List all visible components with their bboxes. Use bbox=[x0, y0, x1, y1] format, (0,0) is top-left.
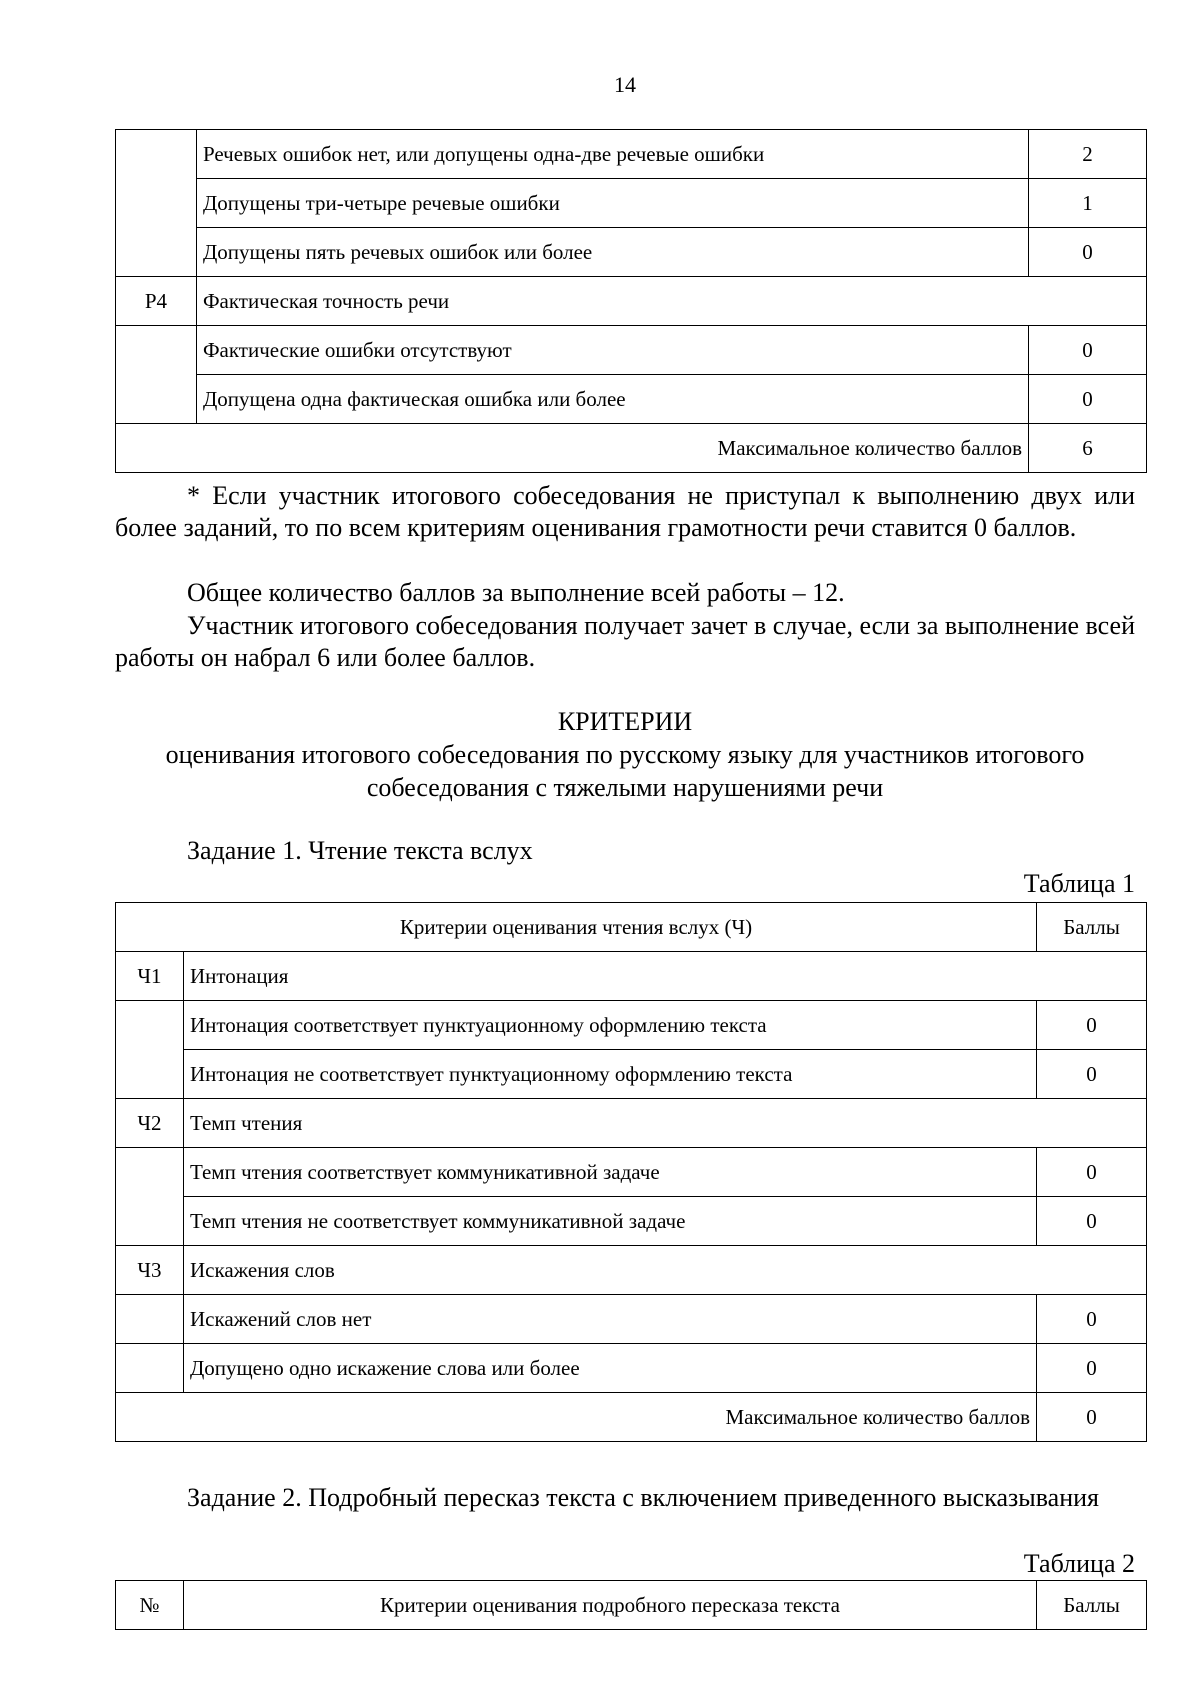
empty-code-cell bbox=[116, 1148, 184, 1246]
table-row bbox=[116, 952, 1147, 1001]
empty-code-cell bbox=[116, 1344, 184, 1393]
empty-code-cell bbox=[116, 1295, 184, 1344]
criteria-heading: КРИТЕРИИ bbox=[557, 707, 693, 736]
criterion-text: Допущено одно искажение слова или более bbox=[183, 1344, 1036, 1393]
task1-title: Задание 1. Чтение текста вслух bbox=[187, 836, 533, 865]
criterion-points: 0 bbox=[1037, 1197, 1147, 1246]
criterion-code: Р4 bbox=[116, 277, 197, 326]
table-row bbox=[116, 375, 1147, 424]
total-score-paragraph: Общее количество баллов за выполнение всей работы – 12. bbox=[187, 578, 845, 607]
criterion-text: Искажений слов нет bbox=[183, 1295, 1036, 1344]
criterion-points: 0 bbox=[1029, 326, 1147, 375]
table-row bbox=[116, 1001, 1147, 1050]
page-number: 14 bbox=[614, 72, 636, 97]
criterion-text: Темп чтения не соответствует коммуникативной задаче bbox=[183, 1197, 1036, 1246]
table-row bbox=[116, 130, 1147, 179]
criteria-subtitle-line2: собеседования с тяжелыми нарушениями речи bbox=[366, 773, 884, 802]
pass-paragraph: Участник итогового собеседования получает зачет в случае, если за выполнение всей работы он набрал 6 или более баллов. bbox=[115, 611, 1135, 672]
table-row bbox=[116, 1393, 1147, 1442]
criterion-title: Фактическая точность речи bbox=[196, 277, 1146, 326]
retelling-criteria-table bbox=[115, 1580, 1147, 1630]
speech-literacy-table bbox=[115, 129, 1147, 473]
criterion-code: Ч1 bbox=[116, 952, 184, 1001]
table-row bbox=[116, 1344, 1147, 1393]
table-header-row bbox=[116, 1581, 1147, 1630]
empty-code-cell bbox=[116, 326, 197, 424]
criterion-points: 0 bbox=[1037, 1148, 1147, 1197]
max-score-value: 6 bbox=[1029, 424, 1147, 473]
table-row bbox=[116, 228, 1147, 277]
criterion-points: 0 bbox=[1029, 375, 1147, 424]
table2-label: Таблица 2 bbox=[1023, 1549, 1135, 1578]
criterion-points: 2 bbox=[1029, 130, 1147, 179]
criterion-text: Фактические ошибки отсутствуют bbox=[196, 326, 1028, 375]
empty-code-cell bbox=[116, 130, 197, 277]
table-row bbox=[116, 326, 1147, 375]
table-row bbox=[116, 277, 1147, 326]
criterion-points: 1 bbox=[1029, 179, 1147, 228]
criterion-title: Интонация bbox=[183, 952, 1146, 1001]
criterion-text: Интонация соответствует пунктуационному оформлению текста bbox=[183, 1001, 1036, 1050]
max-score-label: Максимальное количество баллов bbox=[116, 1393, 1037, 1442]
criterion-points: 0 bbox=[1037, 1050, 1147, 1099]
criterion-text: Допущена одна фактическая ошибка или более bbox=[196, 375, 1028, 424]
criterion-text: Допущены три-четыре речевые ошибки bbox=[196, 179, 1028, 228]
criterion-points: 0 bbox=[1037, 1295, 1147, 1344]
task2-title: Задание 2. Подробный пересказ текста с включением приведенного высказывания bbox=[187, 1483, 1099, 1512]
table-row bbox=[116, 1246, 1147, 1295]
criterion-text: Допущены пять речевых ошибок или более bbox=[196, 228, 1028, 277]
header-criteria: Критерии оценивания подробного пересказа текста bbox=[183, 1581, 1036, 1630]
criterion-points: 0 bbox=[1029, 228, 1147, 277]
criterion-text: Темп чтения соответствует коммуникативной задаче bbox=[183, 1148, 1036, 1197]
note-paragraph: * Если участник итогового собеседования не приступал к выполнению двух или более заданий, то по всем критериям оценивания грамотности речи ставится 0 баллов. bbox=[115, 481, 1135, 542]
table-row bbox=[116, 424, 1147, 473]
criterion-points: 0 bbox=[1037, 1001, 1147, 1050]
table-row bbox=[116, 179, 1147, 228]
table-row bbox=[116, 1148, 1147, 1197]
header-points: Баллы bbox=[1037, 903, 1147, 952]
table-row bbox=[116, 1050, 1147, 1099]
criterion-code: Ч2 bbox=[116, 1099, 184, 1148]
criterion-text: Интонация не соответствует пунктуационному оформлению текста bbox=[183, 1050, 1036, 1099]
table-header-row bbox=[116, 903, 1147, 952]
header-number: № bbox=[116, 1581, 184, 1630]
empty-code-cell bbox=[116, 1001, 184, 1099]
criterion-code: Ч3 bbox=[116, 1246, 184, 1295]
max-score-label: Максимальное количество баллов bbox=[116, 424, 1029, 473]
table-row bbox=[116, 1197, 1147, 1246]
header-criteria: Критерии оценивания чтения вслух (Ч) bbox=[116, 903, 1037, 952]
criterion-title: Искажения слов bbox=[183, 1246, 1146, 1295]
criterion-title: Темп чтения bbox=[183, 1099, 1146, 1148]
header-points: Баллы bbox=[1037, 1581, 1147, 1630]
criterion-text: Речевых ошибок нет, или допущены одна-две речевые ошибки bbox=[196, 130, 1028, 179]
max-score-value: 0 bbox=[1037, 1393, 1147, 1442]
reading-criteria-table bbox=[115, 902, 1147, 1442]
table1-label: Таблица 1 bbox=[1023, 869, 1135, 898]
table-row bbox=[116, 1295, 1147, 1344]
table-row bbox=[116, 1099, 1147, 1148]
criterion-points: 0 bbox=[1037, 1344, 1147, 1393]
criteria-subtitle-line1: оценивания итогового собеседования по русскому языку для участников итогового bbox=[165, 740, 1085, 769]
